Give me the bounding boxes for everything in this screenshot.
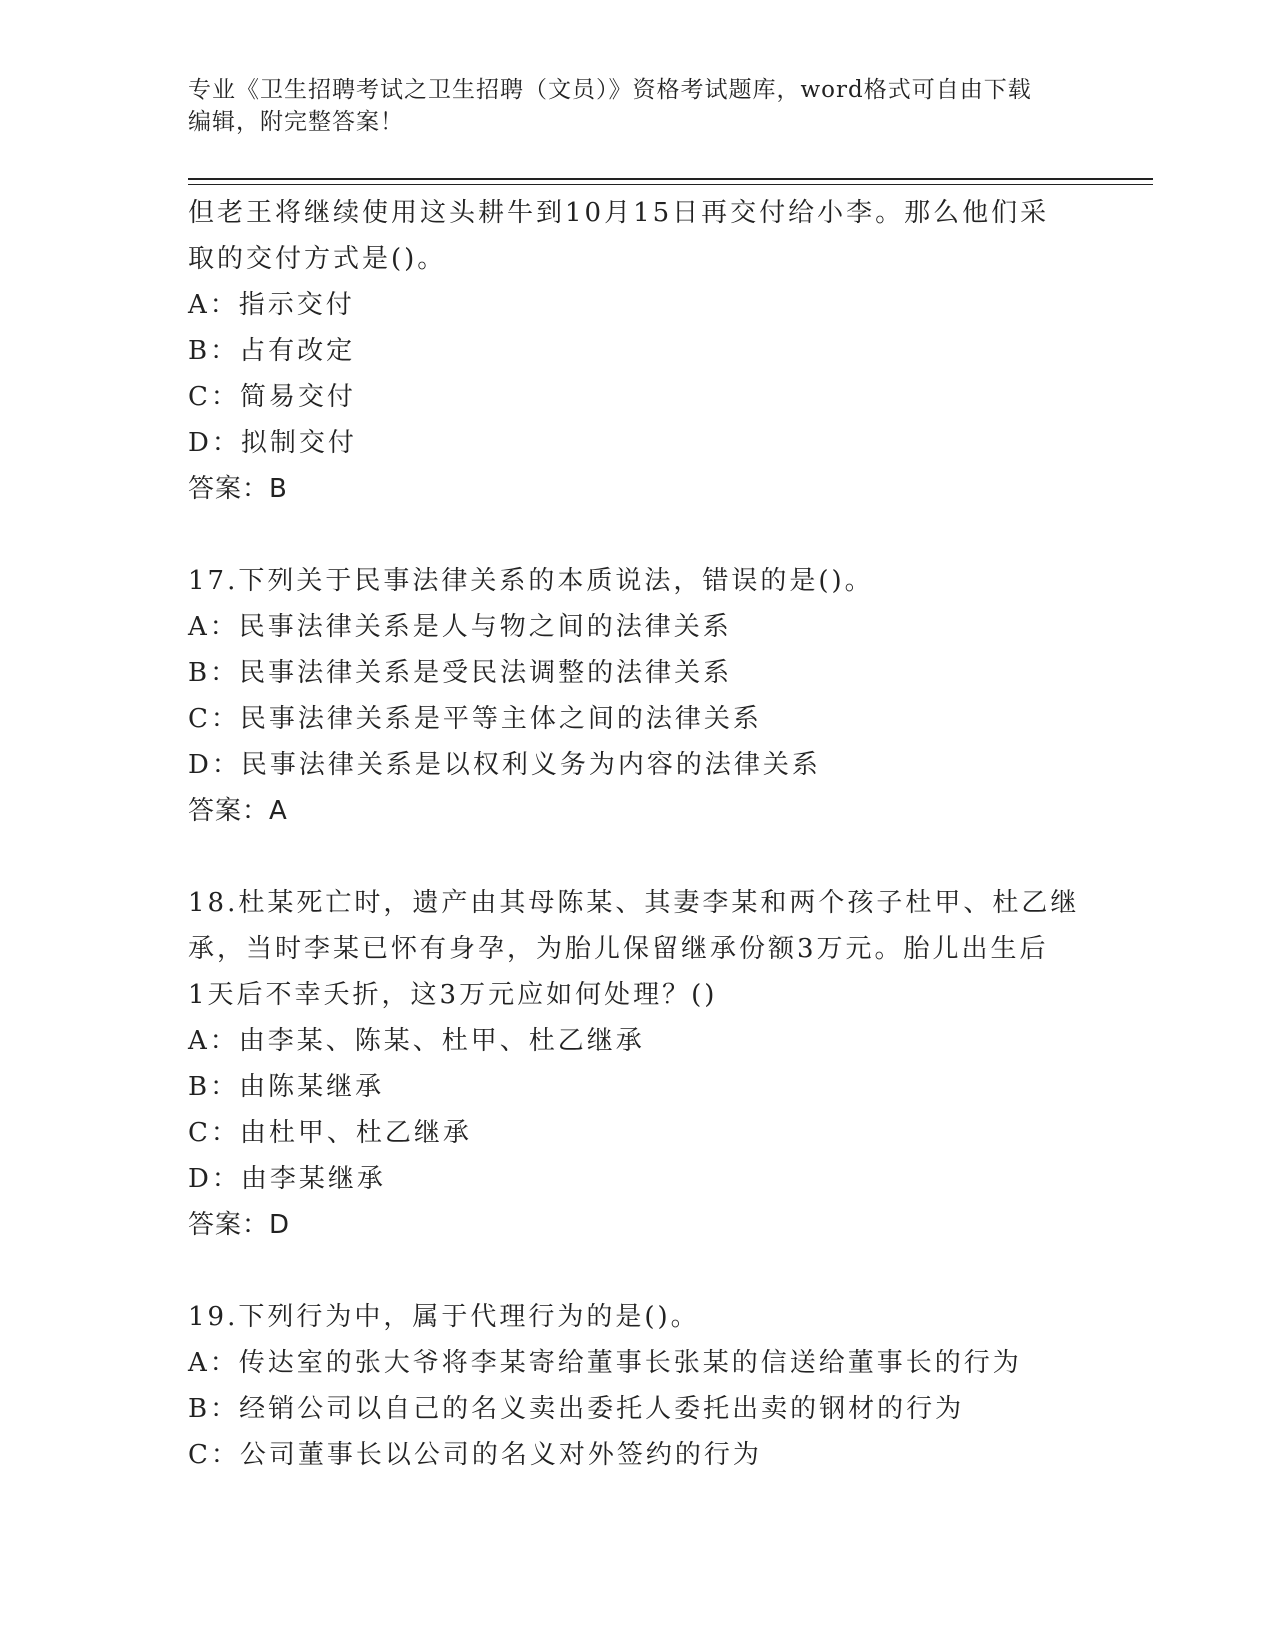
- header-divider-thick: [188, 178, 1153, 180]
- option-a: A：由李某、陈某、杜甲、杜乙继承: [188, 1026, 645, 1056]
- header-divider-thin: [188, 184, 1153, 185]
- option-b: B：经销公司以自己的名义卖出委托人委托出卖的钢材的行为: [188, 1394, 965, 1424]
- option-d: D：民事法律关系是以权利义务为内容的法律关系: [188, 750, 821, 780]
- option-b: B：由陈某继承: [188, 1072, 385, 1102]
- question-stem: 但老王将继续使用这头耕牛到10月15日再交付给小李。那么他们采: [188, 198, 1050, 228]
- spacer: [188, 1248, 1088, 1294]
- question-16: [188, 190, 1088, 512]
- question-19: [188, 1294, 1088, 1478]
- header-line-2: 编辑，附完整答案！: [188, 109, 404, 135]
- question-stem: 取的交付方式是()。: [188, 244, 447, 274]
- question-stem: 承，当时李某已怀有身孕，为胎儿保留继承份额3万元。胎儿出生后: [188, 934, 1049, 964]
- option-c: C：民事法律关系是平等主体之间的法律关系: [188, 704, 762, 734]
- option-a: A：民事法律关系是人与物之间的法律关系: [188, 612, 732, 642]
- answer-line: 答案：B: [188, 474, 288, 504]
- question-stem: 18.杜某死亡时，遗产由其母陈某、其妻李某和两个孩子杜甲、杜乙继: [188, 888, 1080, 918]
- question-18: [188, 880, 1088, 1248]
- option-a: A：指示交付: [188, 290, 355, 320]
- answer-line: 答案：D: [188, 1210, 291, 1240]
- option-d: D：由李某继承: [188, 1164, 386, 1194]
- document-header: [188, 74, 1088, 138]
- answer-line: 答案：A: [188, 796, 288, 826]
- option-c: C：由杜甲、杜乙继承: [188, 1118, 472, 1148]
- spacer: [188, 512, 1088, 558]
- question-content: [188, 190, 1088, 1478]
- option-d: D：拟制交付: [188, 428, 357, 458]
- option-c: C：公司董事长以公司的名义对外签约的行为: [188, 1440, 762, 1470]
- option-b: B：民事法律关系是受民法调整的法律关系: [188, 658, 733, 688]
- option-c: C：简易交付: [188, 382, 356, 412]
- question-stem: 1天后不幸夭折，这3万元应如何处理？(): [188, 980, 718, 1010]
- header-line-1: 专业《卫生招聘考试之卫生招聘（文员）》资格考试题库，word格式可自由下载: [188, 77, 1032, 103]
- question-17: [188, 558, 1088, 834]
- spacer: [188, 834, 1088, 880]
- question-stem: 17.下列关于民事法律关系的本质说法，错误的是()。: [188, 566, 874, 596]
- option-a: A：传达室的张大爷将李某寄给董事长张某的信送给董事长的行为: [188, 1348, 1022, 1378]
- option-b: B：占有改定: [188, 336, 356, 366]
- question-stem: 19.下列行为中，属于代理行为的是()。: [188, 1302, 700, 1332]
